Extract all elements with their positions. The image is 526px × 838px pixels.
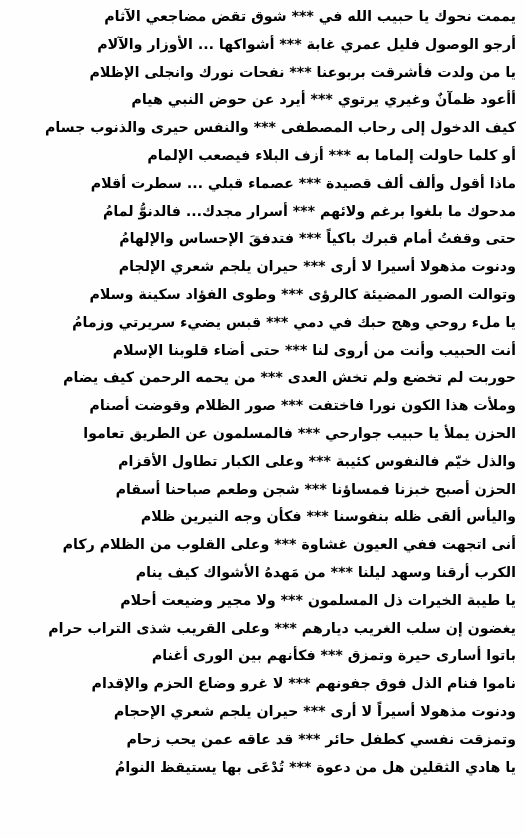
verse-line: يممت نحوك يا حبيب الله في *** شوق تقض مضاجعي الآثام <box>104 9 516 25</box>
verse-line: حوربت لم تخضع ولم تخش العدى *** من يحمه الرحمن كيف يضام <box>63 370 516 387</box>
verse-line: حتى وقفتُ أمام قبرك باكياً *** فتدفقَ الإحساس والإلهامُ <box>119 231 516 248</box>
verse-line: ودنوت مذهولا أسيراً لا أرى *** حيران يلجم شعري الإحجام <box>113 703 516 720</box>
verse-line: مدحوك ما بلغوا برغم ولائهم *** أسرار مجدك... فالدنوُّ لمامُ <box>103 203 516 220</box>
verse-line: يا من ولدت فأشرقت بربوعنا *** نفحات نورك وانجلى الإظلام <box>89 64 516 81</box>
verse-line: أنى اتجهت ففي العيون غشاوة *** وعلى القلوب من الظلام ركام <box>62 537 516 554</box>
verse-line: أنت الحبيب وأنت من أروى لنا *** حتى أضاء قلوبنا الإسلام <box>112 342 516 359</box>
verse-line: ناموا فنام الذل فوق جفونهم *** لا غرو وضاع الحزم والإقدام <box>91 676 516 693</box>
verse-line: الكرب أرقنا وسهد ليلنا *** من مَهدهُ الأشواك كيف ينام <box>135 564 516 581</box>
verse-line: ماذا أقول وألف ألف قصيدة *** عصماء قبلي ... سطرت أقلام <box>90 175 516 192</box>
verse-line: يا طيبة الخيرات ذل المسلمون *** ولا مجير وضيعت أحلام <box>120 592 516 609</box>
verse-line: يا ملء روحي وهج حبك في دمي *** قبس يضيء سريرتي وزمامُ <box>72 314 516 331</box>
verse-line: يغضون إن سلب الغريب ديارهم *** وعلى القريب شذى التراب حرام <box>48 620 516 637</box>
verse-line: الحزن أصبح خبزنا فمساؤنا *** شجن وطعم صباحنا أسقام <box>115 481 516 498</box>
verse-line: واليأس ألقى ظله بنفوسنا *** فكأن وجه النيرين ظلام <box>140 509 516 526</box>
verse-line: أرجو الوصول فليل عمري غابة *** أشواكها ... الأوزار والآلام <box>97 36 516 53</box>
verse-line: باتوا أسارى حيرة وتمزق *** فكأنهم بين الورى أغنام <box>151 648 516 665</box>
verse-line: وتوالت الصور المضيئة كالرؤى *** وطوى الفؤاد سكينة وسلام <box>89 286 516 303</box>
verse-line: وتمزقت نفسي كطفل حائر *** قد عاقه عمن يحب زحام <box>126 731 516 748</box>
verse-line: كيف الدخول إلى رحاب المصطفى *** والنفس حيرى والذنوب جسام <box>44 120 516 137</box>
verse-line: الحزن يملأ يا حبيب جوارحي *** فالمسلمون عن الطريق تعاموا <box>83 425 516 442</box>
verse-line: أأعود ظمآنٌ وغيري يرتوي *** أيرد عن حوض النبي هيام <box>131 92 516 109</box>
poem-verses <box>12 4 516 782</box>
verse-line: والذل خيّم فالنفوس كئيبة *** وعلى الكبار تطاول الأقزام <box>118 453 516 470</box>
verse-line: وملأت هذا الكون نورا فاختفت *** صور الظلام وقوضت أصنام <box>89 398 516 415</box>
verse-line: ودنوت مذهولا أسيرا لا أرى *** حيران يلجم شعري الإلجام <box>118 259 516 276</box>
verse-line: يا هادي الثقلين هل من دعوة *** تُدْعَى بها يستيقظ النوامُ <box>114 759 516 776</box>
verse-line: أو كلما حاولت إلماما به *** أزف البلاء فيصعب الإلمام <box>147 147 516 164</box>
